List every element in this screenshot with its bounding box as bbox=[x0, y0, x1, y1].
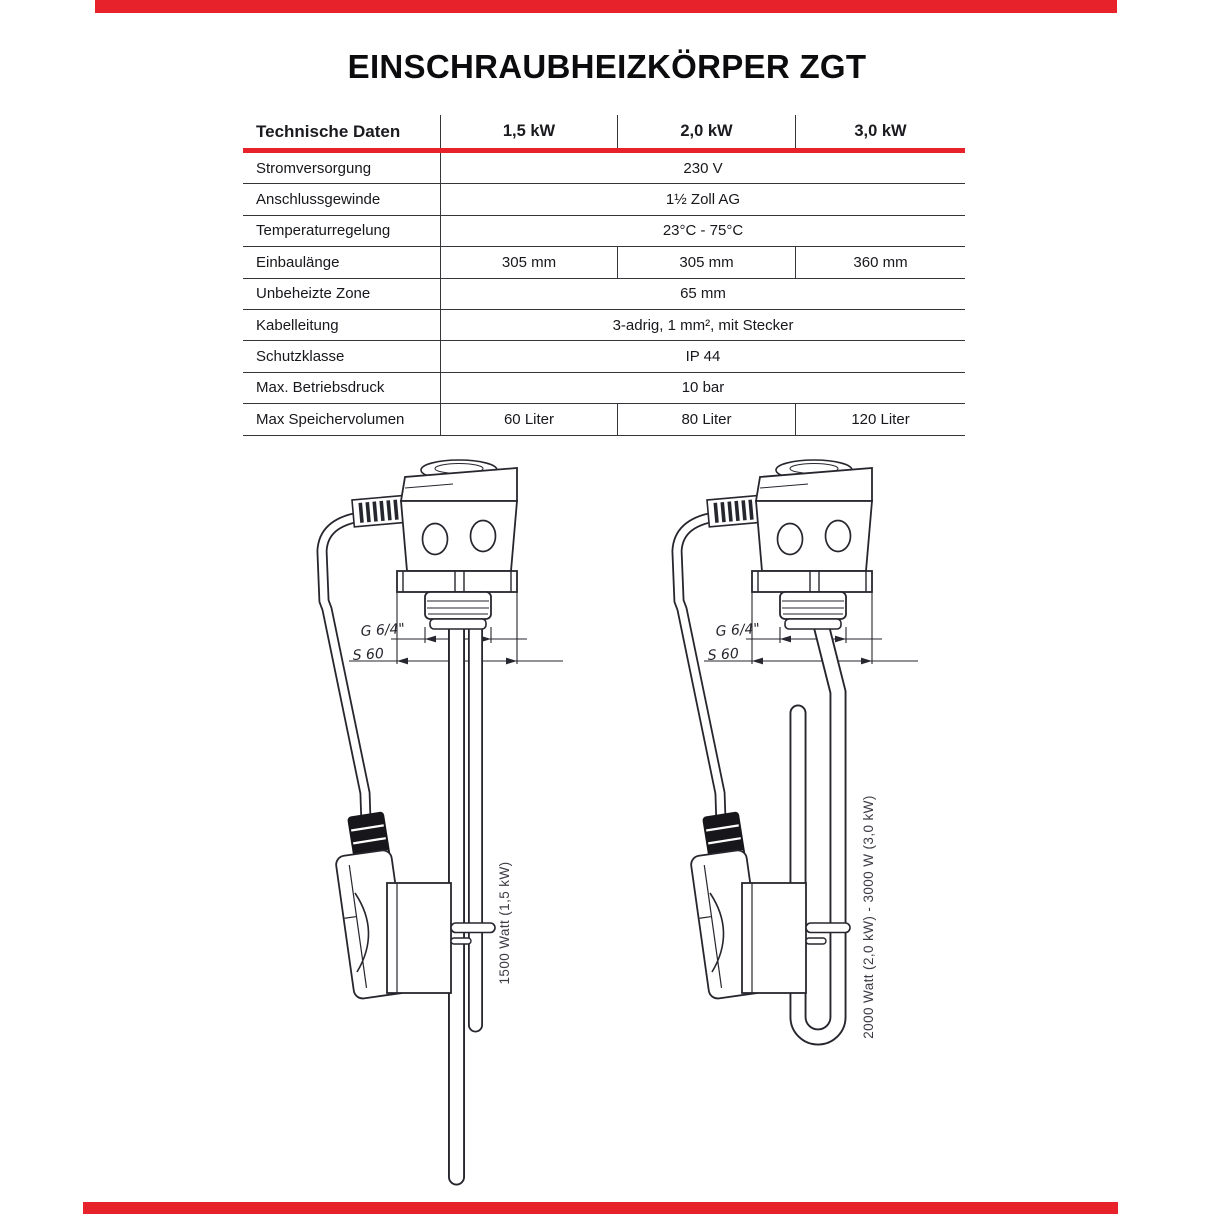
row-value-2: 80 Liter bbox=[618, 404, 796, 434]
table-row-kabelleitung bbox=[243, 310, 965, 341]
wrench-dimension-label: S 60 bbox=[707, 645, 740, 664]
column-header-2-0kw: 2,0 kW bbox=[618, 115, 796, 148]
table-row-stromversorgung bbox=[243, 153, 965, 184]
table-row-unbeheizte-zone bbox=[243, 279, 965, 310]
row-value: 10 bar bbox=[681, 379, 725, 397]
column-header-1-5kw: 1,5 kW bbox=[441, 115, 618, 148]
table-header-title: Technische Daten bbox=[243, 115, 441, 148]
row-label: Unbeheizte Zone bbox=[243, 279, 441, 309]
row-value-2: 305 mm bbox=[618, 247, 796, 277]
row-value: 230 V bbox=[683, 159, 723, 177]
table-row-schutzklasse bbox=[243, 341, 965, 372]
row-value: 23°C - 75°C bbox=[662, 222, 744, 240]
row-label: Schutzklasse bbox=[243, 341, 441, 371]
technical-data-table bbox=[243, 115, 965, 436]
bottom-red-bar bbox=[83, 1202, 1118, 1214]
row-value: 65 mm bbox=[680, 285, 726, 303]
row-value: 1½ Zoll AG bbox=[665, 191, 741, 209]
heater-head-cable-plug bbox=[322, 460, 517, 1000]
row-value-1: 305 mm bbox=[441, 247, 618, 277]
row-label: Max Speichervolumen bbox=[243, 404, 441, 434]
table-row-max-betriebsdruck bbox=[243, 373, 965, 404]
row-label: Stromversorgung bbox=[243, 153, 441, 183]
column-header-3-0kw: 3,0 kW bbox=[854, 122, 907, 140]
heater-drawing-2-0-3-0kw bbox=[640, 455, 950, 1214]
thread-dimension-label: G 6/4" bbox=[360, 620, 406, 640]
row-value-1: 60 Liter bbox=[441, 404, 618, 434]
power-rating-label: 1500 Watt (1,5 kW) bbox=[497, 861, 512, 985]
row-value-3: 120 Liter bbox=[851, 410, 910, 428]
row-label: Max. Betriebsdruck bbox=[243, 373, 441, 403]
row-label: Einbaulänge bbox=[243, 247, 441, 277]
top-red-bar bbox=[95, 0, 1117, 13]
row-label: Temperaturregelung bbox=[243, 216, 441, 246]
thread-dimension-label: G 6/4" bbox=[715, 620, 761, 640]
table-row-max-speichervolumen bbox=[243, 404, 965, 435]
page-title: EINSCHRAUBHEIZKÖRPER ZGT bbox=[347, 48, 867, 85]
row-label: Kabelleitung bbox=[243, 310, 441, 340]
table-row-anschlussgewinde bbox=[243, 184, 965, 215]
table-row-einbaulaenge bbox=[243, 247, 965, 278]
row-value: IP 44 bbox=[685, 348, 721, 366]
table-header-row bbox=[243, 115, 965, 148]
power-rating-label: 2000 Watt (2,0 kW) - 3000 W (3,0 kW) bbox=[861, 795, 876, 1039]
heating-rod bbox=[457, 605, 476, 1177]
row-value: 3-adrig, 1 mm², mit Stecker bbox=[612, 316, 794, 334]
heater-drawing-1-5kw bbox=[285, 455, 595, 1214]
row-value-3: 360 mm bbox=[853, 253, 908, 271]
wrench-dimension-label: S 60 bbox=[352, 645, 385, 664]
table-row-temperaturregelung bbox=[243, 216, 965, 247]
row-label: Anschlussgewinde bbox=[243, 184, 441, 214]
